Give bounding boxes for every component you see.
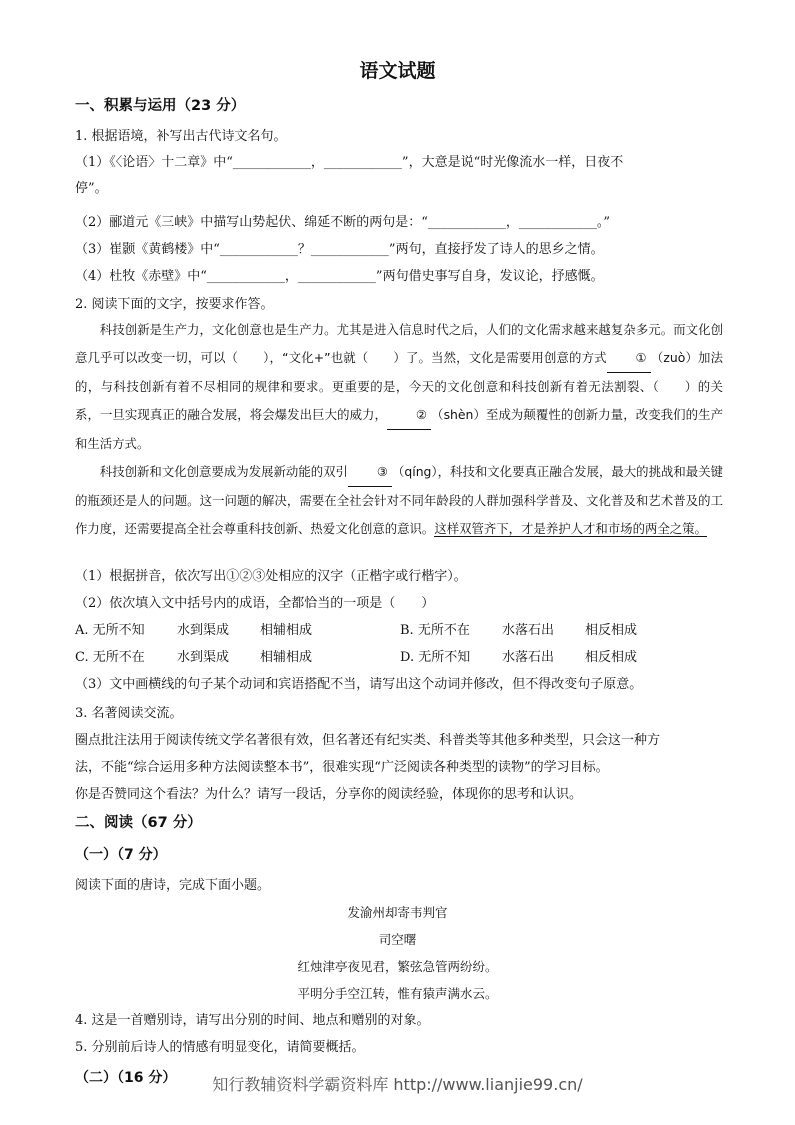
- q1-item1-line1: （1）《〈论语〉十二章》中“____________，____________”，大意是说“时光像流水一样，日夜不: [75, 155, 624, 170]
- q2-passage: [75, 316, 723, 543]
- poem-author: 司空曙: [378, 932, 417, 947]
- q1-item3: （3）崔颢《黄鹤楼》中“____________？____________”两句，直接抒发了诗人的思乡之情。: [75, 242, 604, 257]
- q1-item2: （2）郦道元《三峡》中描写山势起伏、绵延不断的两句是：“____________，____________。”: [75, 215, 611, 230]
- q3-line2: 法，不能“综合运用多种方法阅读整本书”，很难实现“广泛阅读各种类型的读物”的学习目标。: [75, 760, 609, 775]
- poem-title: 发渝州却寄韦判官: [347, 905, 448, 920]
- section2-heading: （二）（16 分）: [75, 1070, 177, 1086]
- q3-line1: 圈点批注法用于阅读传统文学名著很有效，但名著还有纪实类、科普类等其他多种类型，只会这一种方: [75, 733, 661, 748]
- q1-stem: 1. 根据语境，补写出古代诗文名句。: [75, 129, 287, 144]
- section1-intro: 阅读下面的唐诗，完成下面小题。: [75, 878, 271, 893]
- q1-item1-line2: 停”。: [75, 181, 108, 196]
- poem-line-2: 平明分手空江转，惟有猿声满水云。: [297, 986, 498, 1001]
- passage-paragraph-1: 科技创新是生产力，文化创意也是生产力。尤其是进入信息时代之后，人们的文化需求越来越复杂多元。而文化创意几乎可以改变一切，可以（ ），“文化+”也就（ ）了。当然，文化是需要用创意的方式 ① （zuò）加法的，与科技创新有着不尽相同的规律和要求。更重要的是，今天的文化创意和科技创新有着无法割裂、（ ）的关系，一旦实现真正的融合发展，将会爆发出巨大的威力， ② （shèn）至成为颠覆性的创新力量，改变我们的生产和生活方式。: [75, 322, 724, 451]
- exam-page: 语文试题 一、积累与运用（23 分） 1. 根据语境，补写出古代诗文名句。 （1）《〈论语〉十二章》中“____________，____________”，大意是说“时光像流水一样，日夜不 停”。 （2）郦道元《三峡》中描写山势起伏、绵延不断的两句是：“____________，____________。” （3）崔颢《黄鹤楼》中“____________？____________”两句，直接抒发了诗人的思乡之情。 （4）杜牧《赤壁》中“____________，____________”两句借史事写自身，发议论，抒感慨。 2. 阅读下面的文字，按要求作答。 科技创新是生产力，文化创意也是生产力。尤其是进入信息时代之后，人们的文化需求越来越复杂多元。而文化创意几乎可以改变一切，可以（ ），“文化+”也就（ ）了。当然，文化是需要用创意的方式 ① （zuò）加法的，与科技创新有着不尽相同的规律和要求。更重要的是，今天的文化创意和科技创新有着无法割裂、（ ）的关系，一旦实现真正的融合发展，将会爆发出巨大的威力， ② （shèn）至成为颠覆性的创新力量，改变我们的生产和生活方式。 科技创新和文化创意要成为发展新动能的双引 ③ （qíng），科技和文化要真正融合发展，最大的挑战和最关键的瓶颈还是人的问题。这一问题的解决，需要在全社会针对不同年龄段的人群加强科学普及、文化普及和艺术普及的工作力度，还需要提高全社会尊重科技创新、热爱文化创意的意识。这样双管齐下，才是养护人才和市场的两全之策。 （1）根据拼音，依次写出①②③处相应的汉字（正楷字或行楷字）。 （2）依次填入文中括号内的成语，全都恰当的一项是（ ） A. 无所不知 水到渠成 相辅相成 B. 无所不在 水落石出 相反相成 C. 无所不在 水到渠成 相辅相成 D. 无所不知 水落石出 相反相成 （3）文中画横线的句子某个动词和宾语搭配不当，请写出这个动词并修改，但不得改变句子原意。 3. 名著阅读交流。 圈点批注法用于阅读传统文学名著很有效，但名著还有纪实类、科普类等其他多种类型，只会这一种方 法，不能“综合运用多种方法阅读整本书”，很难实现“广泛阅读各种类型的读物”的学习目标。 你是否赞同这个看法？为什么？请写一段话，分享你的阅读经验，体现你的思考和认识。 二、阅读（67 分） （一）（7 分） 阅读下面的唐诗，完成下面小题。 发渝州却寄韦判官 司空曙 红烛津亭夜见君，繁弦急管两纷纷。 平明分手空江转，惟有猿声满水云。 4. 这是一首赠别诗，请写出分别的时间、地点和赠别的对象。 5. 分别前后诗人的情感有明显变化，请简要概括。 （二）（16 分） 知行教辅资料学霸资料库 http://www.lianjie99.cn/: [0, 0, 795, 1125]
- q2-sub3: （3）文中画横线的句子某个动词和宾语搭配不当，请写出这个动词并修改，但不得改变句子原意。: [75, 677, 643, 692]
- q4: 4. 这是一首赠别诗，请写出分别的时间、地点和赠别的对象。: [75, 1013, 430, 1028]
- q2-sub2: （2）依次填入文中括号内的成语，全都恰当的一项是（ ）: [75, 596, 435, 611]
- blank-3: ③: [348, 458, 392, 487]
- q5: 5. 分别前后诗人的情感有明显变化，请简要概括。: [75, 1040, 365, 1055]
- footer-watermark: 知行教辅资料学霸资料库 http://www.lianjie99.cn/: [212, 1075, 583, 1094]
- blank-1: ①: [607, 344, 651, 373]
- q2-sub1: （1）根据拼音，依次写出①②③处相应的汉字（正楷字或行楷字）。: [75, 569, 467, 584]
- q3-stem: 3. 名著阅读交流。: [75, 706, 183, 721]
- q1-item4: （4）杜牧《赤壁》中“____________，____________”两句借史事写自身，发议论，抒感慨。: [75, 269, 604, 284]
- page-title: 语文试题: [359, 60, 436, 82]
- q3-line3: 你是否赞同这个看法？为什么？请写一段话，分享你的阅读经验，体现你的思考和认识。: [75, 787, 583, 802]
- blank-2: ②: [387, 401, 431, 430]
- underlined-sentence: 这样双管齐下，才是养护人才和市场的两全之策。: [434, 521, 707, 536]
- section1-heading: （一）（7 分）: [75, 847, 167, 863]
- q2-stem: 2. 阅读下面的文字，按要求作答。: [75, 297, 274, 312]
- part2-heading: 二、阅读（67 分）: [75, 815, 202, 831]
- part1-heading: 一、积累与运用（23 分）: [75, 98, 246, 114]
- passage-paragraph-2: 科技创新和文化创意要成为发展新动能的双引 ③ （qíng），科技和文化要真正融合发展，最大的挑战和最关键的瓶颈还是人的问题。这一问题的解决，需要在全社会针对不同年龄段的人群加强科学普及、文化普及和艺术普及的工作力度，还需要提高全社会尊重科技创新、热爱文化创意的意识。这样双管齐下，才是养护人才和市场的两全之策。: [75, 458, 723, 543]
- poem-line-1: 红烛津亭夜见君，繁弦急管两纷纷。: [297, 959, 498, 974]
